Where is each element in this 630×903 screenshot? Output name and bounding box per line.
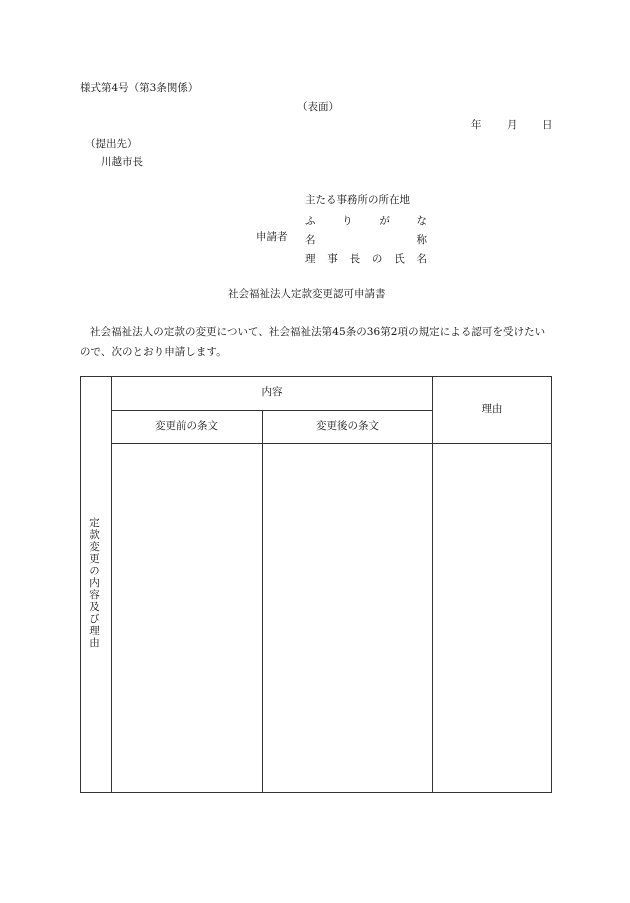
reason-entry-cell[interactable] xyxy=(433,444,551,792)
date-day-label: 日 xyxy=(542,119,553,131)
furigana-char: ふ xyxy=(305,215,316,227)
director-char: 理 xyxy=(305,253,316,265)
recipient-name: 川越市長 xyxy=(101,156,143,168)
table-border-right xyxy=(551,376,552,793)
director-char: 氏 xyxy=(394,253,405,265)
table-border-top xyxy=(80,376,552,377)
form-side-label: （表面） xyxy=(297,101,339,113)
application-body-text: 社会福祉法人の定款の変更について、社会福祉法第45条の36第2項の規定による認可を受けたいので、次のとおり申請します。 xyxy=(80,326,546,358)
before-text-entry-cell[interactable] xyxy=(112,444,262,792)
furigana-char: が xyxy=(379,215,390,227)
table-row-label: 定款変更の内容及び理由 xyxy=(88,517,100,649)
applicant-office-address-label: 主たる事務所の所在地 xyxy=(305,194,410,206)
name-char: 称 xyxy=(416,234,427,246)
furigana-char: り xyxy=(342,215,353,227)
table-divider-content-subheader xyxy=(111,410,433,411)
document-title: 社会福祉法人定款変更認可申請書 xyxy=(228,288,386,300)
applicant-furigana-row xyxy=(305,213,427,228)
table-border-left xyxy=(80,376,81,793)
date-month-label: 月 xyxy=(507,119,518,131)
after-text-entry-cell[interactable] xyxy=(263,444,432,792)
director-char: 事 xyxy=(327,253,338,265)
table-header-content: 内容 xyxy=(261,386,283,398)
furigana-char: な xyxy=(416,215,427,227)
table-border-bottom xyxy=(80,792,552,793)
date-year-label: 年 xyxy=(471,119,482,131)
form-number: 様式第4号（第3条関係） xyxy=(80,82,199,94)
director-char: 名 xyxy=(416,253,427,265)
director-char: 長 xyxy=(349,253,361,265)
recipient-label: （提出先） xyxy=(85,138,138,150)
applicant-director-row xyxy=(305,251,427,266)
table-header-before: 変更前の条文 xyxy=(155,420,218,432)
name-char: 名 xyxy=(305,234,316,246)
table-header-after: 変更後の条文 xyxy=(316,420,379,432)
applicant-label: 申請者 xyxy=(256,231,288,243)
table-header-reason: 理由 xyxy=(481,403,503,415)
director-char: の xyxy=(371,253,383,265)
applicant-name-row xyxy=(305,232,427,247)
